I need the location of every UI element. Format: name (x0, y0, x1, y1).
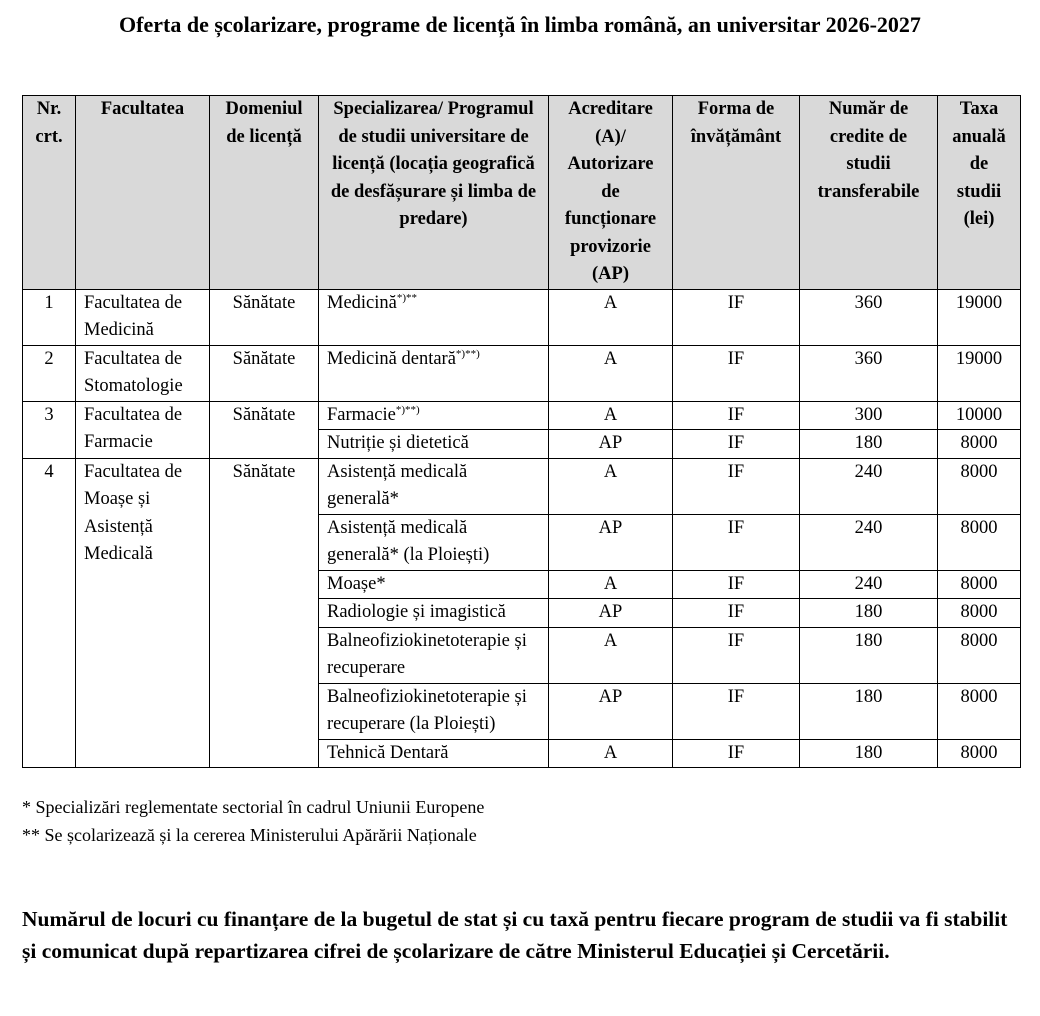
cell-accreditation: A (549, 627, 673, 683)
footnote-regulated: * Specializări reglementate sectorial în cadrul Uniunii Europene (22, 797, 485, 817)
table-row (23, 345, 1021, 401)
table-row (23, 458, 1021, 514)
table-header-row (23, 96, 1021, 290)
cell-program: Tehnică Dentară (319, 739, 549, 768)
cell-program: Moașe* (319, 570, 549, 599)
table-row (23, 401, 1021, 430)
cell-form: IF (673, 458, 800, 514)
cell-program (319, 345, 549, 401)
cell-fee: 8000 (938, 739, 1021, 768)
cell-form: IF (673, 401, 800, 430)
header-accreditation: Acreditare (A)/ Autorizare de funcționare provizorie (AP) (549, 96, 673, 290)
cell-credits: 180 (800, 739, 938, 768)
cell-program: Radiologie și imagistică (319, 599, 549, 628)
page-title: Oferta de școlarizare, programe de licență în limba română, an universitar 2026-2027 (119, 12, 921, 37)
cell-form: IF (673, 570, 800, 599)
cell-accreditation: A (549, 401, 673, 430)
cell-domain: Sănătate (210, 289, 319, 345)
header-domain: Domeniul de licență (210, 96, 319, 290)
cell-nr: 4 (23, 458, 76, 768)
header-nr: Nr. crt. (23, 96, 76, 290)
cell-domain: Sănătate (210, 345, 319, 401)
cell-form: IF (673, 739, 800, 768)
program-footnote-mark: *)** (396, 291, 418, 304)
cell-accreditation: A (549, 289, 673, 345)
header-program: Specializarea/ Programul de studii universitare de licență (locația geografică de desfășurare și limba de predare) (319, 96, 549, 290)
cell-credits: 240 (800, 514, 938, 570)
cell-fee: 8000 (938, 458, 1021, 514)
cell-fee: 19000 (938, 345, 1021, 401)
cell-program: Asistență medicală generală* (la Ploiești) (319, 514, 549, 570)
cell-faculty: Facultatea de Stomatologie (76, 345, 210, 401)
program-text: Farmacie (327, 404, 396, 425)
cell-credits: 240 (800, 570, 938, 599)
cell-accreditation: A (549, 739, 673, 768)
offer-table (22, 95, 1021, 768)
footnotes (22, 793, 484, 849)
cell-fee: 19000 (938, 289, 1021, 345)
cell-accreditation: AP (549, 683, 673, 739)
cell-domain: Sănătate (210, 401, 319, 458)
cell-nr: 2 (23, 345, 76, 401)
cell-program (319, 401, 549, 430)
cell-fee: 8000 (938, 430, 1021, 459)
cell-form: IF (673, 430, 800, 459)
cell-program: Balneofiziokinetoterapie și recuperare (319, 627, 549, 683)
cell-nr: 1 (23, 289, 76, 345)
cell-fee: 8000 (938, 599, 1021, 628)
program-footnote-mark: *)**) (395, 403, 420, 416)
cell-accreditation: A (549, 570, 673, 599)
header-form: Forma de învățământ (673, 96, 800, 290)
cell-credits: 360 (800, 289, 938, 345)
cell-fee: 8000 (938, 683, 1021, 739)
cell-fee: 8000 (938, 514, 1021, 570)
cell-fee: 8000 (938, 627, 1021, 683)
header-faculty: Facultatea (76, 96, 210, 290)
cell-credits: 180 (800, 430, 938, 459)
cell-credits: 180 (800, 627, 938, 683)
program-text: Medicină dentară (327, 348, 456, 369)
cell-accreditation: AP (549, 430, 673, 459)
cell-credits: 360 (800, 345, 938, 401)
cell-accreditation: AP (549, 599, 673, 628)
cell-fee: 8000 (938, 570, 1021, 599)
funding-statement: Numărul de locuri cu finanțare de la bugetul de stat și cu taxă pentru fiecare program de studii va fi stabilit și comunicat după repartizarea cifrei de școlarizare de către Ministerul Educației și Cercetării. (22, 907, 1008, 963)
cell-faculty: Facultatea de Moașe și Asistență Medicală (76, 458, 210, 768)
cell-credits: 180 (800, 683, 938, 739)
cell-form: IF (673, 683, 800, 739)
cell-domain: Sănătate (210, 458, 319, 768)
cell-form: IF (673, 289, 800, 345)
cell-credits: 240 (800, 458, 938, 514)
cell-form: IF (673, 514, 800, 570)
cell-accreditation: A (549, 345, 673, 401)
cell-form: IF (673, 627, 800, 683)
footnote-defense-ministry: ** Se școlarizează și la cererea Ministerului Apărării Naționale (22, 825, 477, 845)
program-footnote-mark: *)**) (455, 347, 480, 360)
cell-program: Nutriție și dietetică (319, 430, 549, 459)
cell-accreditation: A (549, 458, 673, 514)
cell-accreditation: AP (549, 514, 673, 570)
cell-fee: 10000 (938, 401, 1021, 430)
cell-faculty: Facultatea de Farmacie (76, 401, 210, 458)
cell-credits: 300 (800, 401, 938, 430)
cell-program (319, 289, 549, 345)
cell-faculty: Facultatea de Medicină (76, 289, 210, 345)
cell-program: Asistență medicală generală* (319, 458, 549, 514)
cell-form: IF (673, 345, 800, 401)
program-text: Medicină (327, 292, 397, 313)
cell-nr: 3 (23, 401, 76, 458)
cell-credits: 180 (800, 599, 938, 628)
cell-form: IF (673, 599, 800, 628)
header-credits: Număr de credite de studii transferabile (800, 96, 938, 290)
table-row (23, 289, 1021, 345)
cell-program: Balneofiziokinetoterapie și recuperare (la Ploiești) (319, 683, 549, 739)
header-fee: Taxa anuală de studii (lei) (938, 96, 1021, 290)
